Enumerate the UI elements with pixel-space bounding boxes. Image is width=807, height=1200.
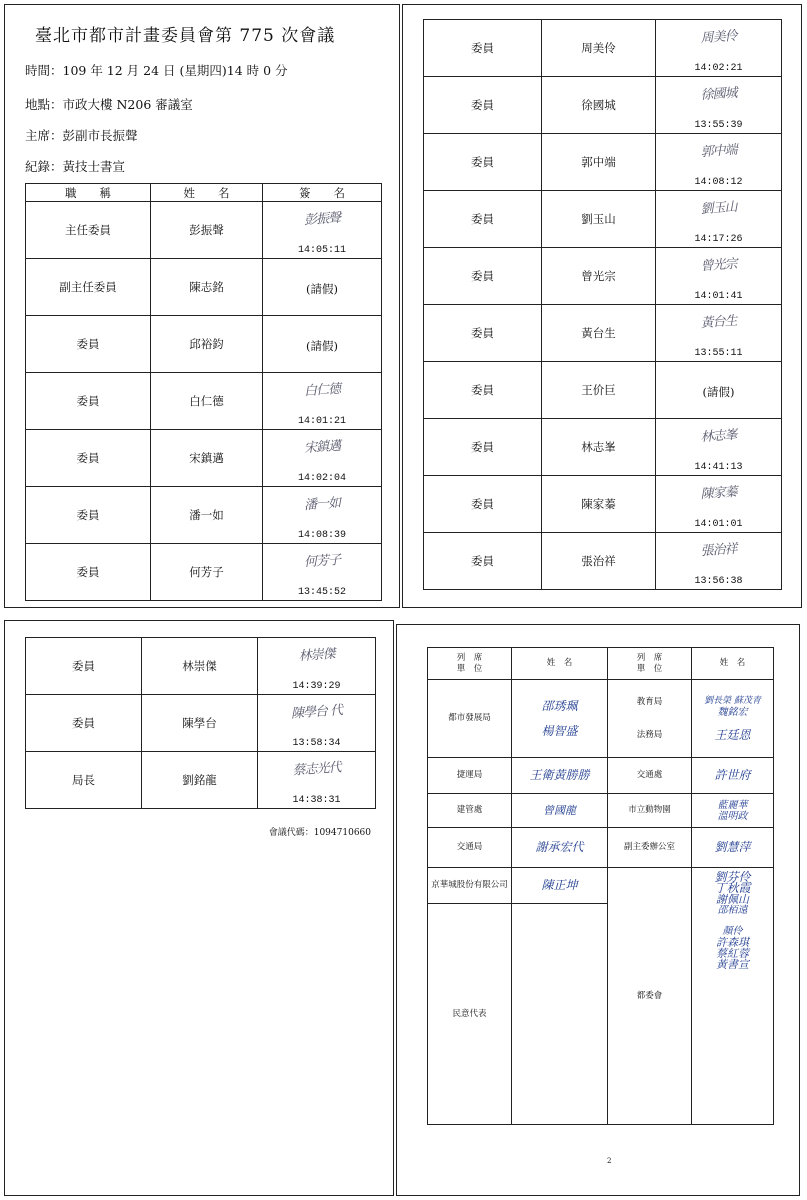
sign-in-time: 14:38:31 [292, 794, 341, 806]
sign-in-time: 13:58:34 [292, 737, 341, 749]
signature-cell [258, 752, 376, 809]
sign-in-time: 14:08:12 [694, 176, 743, 188]
handwritten-signature: 蔡志光代 [292, 759, 342, 779]
attendance-row [26, 259, 382, 316]
leave-note: (請假) [306, 281, 338, 296]
unit-cell: 教育局 法務局 [608, 680, 692, 758]
position-title: 委員 [26, 638, 142, 695]
sign-in-sheet-page-2 [402, 4, 802, 608]
unit-cell: 民意代表 [428, 904, 512, 1125]
signature-cell [263, 430, 382, 487]
sign-in-time: 13:55:39 [694, 119, 743, 131]
unit-cell: 交通處 [608, 758, 692, 794]
unit-cell: 京華城股份有限公司 [428, 868, 512, 904]
signature-cell [656, 134, 782, 191]
member-name: 王价巨 [542, 362, 656, 419]
position-title: 委員 [424, 533, 542, 590]
signature-cell [263, 544, 382, 601]
member-name: 陳學台 [142, 695, 258, 752]
position-title: 委員 [26, 430, 151, 487]
member-name: 徐國城 [542, 77, 656, 134]
signature-cell: 劉長榮 蘇茂青 魏銘宏 王廷恩 [692, 680, 774, 758]
position-title: 委員 [424, 248, 542, 305]
position-title: 主任委員 [26, 202, 151, 259]
unit-cell: 市立動物園 [608, 794, 692, 828]
attendance-row [26, 202, 382, 259]
attendance-row [26, 752, 376, 809]
handwritten-signature: 張治祥 [700, 541, 738, 559]
attendance-row [424, 20, 782, 77]
attendance-row [26, 316, 382, 373]
handwritten-signature: 陳學台 代 [290, 702, 343, 722]
attendance-row [26, 544, 382, 601]
attendance-row [26, 487, 382, 544]
member-name: 林崇傑 [142, 638, 258, 695]
header-name: 姓 名 [151, 184, 263, 202]
attendance-row [424, 248, 782, 305]
sign-in-sheet-page-3 [4, 620, 394, 1196]
meeting-chair: 主席：彭副市長振聲 [25, 128, 138, 143]
signature-cell: 陳正坤 [512, 868, 608, 904]
signature-cell [258, 638, 376, 695]
signature-cell [656, 20, 782, 77]
position-title: 委員 [26, 695, 142, 752]
attendance-row [424, 191, 782, 248]
signature-cell: 曾國龍 [512, 794, 608, 828]
handwritten-signature: 白仁德 [303, 381, 341, 399]
handwritten-signature: 宋鎮邁 [303, 438, 341, 456]
signature-cell [512, 904, 608, 1125]
attendance-row [26, 638, 376, 695]
signature-cell [656, 305, 782, 362]
unit-cell: 捷運局 [428, 758, 512, 794]
signature-cell: 謝承宏代 [512, 828, 608, 868]
sign-in-time: 14:41:13 [694, 461, 743, 473]
member-name: 周美伶 [542, 20, 656, 77]
member-name: 張治祥 [542, 533, 656, 590]
header-sign: 簽 名 [263, 184, 382, 202]
member-name: 郭中端 [542, 134, 656, 191]
meeting-title: 臺北市都市計畫委員會第 775 次會議 [35, 26, 336, 46]
member-name: 劉玉山 [542, 191, 656, 248]
member-name: 潘一如 [151, 487, 263, 544]
signature-cell [656, 191, 782, 248]
header-title: 職 稱 [26, 184, 151, 202]
sign-in-time: 14:17:26 [694, 233, 743, 245]
member-name: 陳家蓁 [542, 476, 656, 533]
member-name: 陳志銘 [151, 259, 263, 316]
sign-in-time: 14:05:11 [297, 244, 346, 256]
member-name: 邱裕鈞 [151, 316, 263, 373]
leave-note: (請假) [702, 384, 735, 399]
sign-in-sheet-page-1 [4, 4, 400, 608]
member-name: 曾光宗 [542, 248, 656, 305]
sign-in-time: 13:45:52 [297, 586, 346, 598]
handwritten-signature: 劉玉山 [700, 199, 738, 217]
handwritten-signature: 潘一如 [303, 495, 341, 513]
member-name: 宋鎮邁 [151, 430, 263, 487]
signature-cell [263, 487, 382, 544]
attendee-sheet-page [396, 624, 800, 1196]
sign-in-time: 14:01:21 [297, 415, 346, 427]
signature-cell: 劉慧萍 [692, 828, 774, 868]
sign-in-time: 14:08:39 [297, 529, 346, 541]
position-title: 委員 [424, 362, 542, 419]
member-name: 黃台生 [542, 305, 656, 362]
signature-cell: 劉芬伶 丁秋霞 謝佩山 邵栢遠 顏伶 許森琪 蔡紅蓉 黃書宣 [692, 868, 774, 1125]
attendance-table [25, 183, 382, 601]
position-title: 委員 [424, 191, 542, 248]
attendance-row [26, 430, 382, 487]
member-name: 何芳子 [151, 544, 263, 601]
position-title: 委員 [424, 134, 542, 191]
meeting-recorder: 紀錄：黃技士書宣 [25, 159, 126, 174]
signature-cell [656, 533, 782, 590]
header-unit-right: 列 席 單 位 [608, 648, 692, 680]
signature-cell: 藍麗華 溫明政 [692, 794, 774, 828]
position-title: 副主任委員 [26, 259, 151, 316]
signature-cell [263, 373, 382, 430]
signature-cell: 王衛黃勝勝 [512, 758, 608, 794]
attendance-row [424, 77, 782, 134]
signature-cell: 邵琇珮 楊智盛 [512, 680, 608, 758]
sign-in-time: 13:55:11 [694, 347, 743, 359]
signature-cell [656, 476, 782, 533]
handwritten-signature: 何芳子 [303, 552, 341, 570]
signature-cell [656, 362, 782, 419]
position-title: 委員 [424, 20, 542, 77]
attendance-row [26, 695, 376, 752]
header-name-left: 姓 名 [512, 648, 608, 680]
handwritten-signature: 林志峯 [700, 427, 738, 445]
handwritten-signature: 郭中端 [700, 142, 738, 160]
signature-cell [656, 77, 782, 134]
signature-cell [656, 419, 782, 476]
position-title: 委員 [26, 544, 151, 601]
handwritten-signature: 黃台生 [700, 313, 738, 331]
signature-cell [263, 259, 382, 316]
meeting-time: 時間：109 年 12 月 24 日 (星期四)14 時 0 分 [25, 63, 288, 78]
member-name: 林志峯 [542, 419, 656, 476]
member-name: 白仁德 [151, 373, 263, 430]
unit-cell: 副主委辦公室 [608, 828, 692, 868]
unit-cell: 交通局 [428, 828, 512, 868]
signature-cell [258, 695, 376, 752]
member-name: 劉銘龍 [142, 752, 258, 809]
handwritten-signature: 林崇傑 [298, 646, 336, 664]
sign-in-time: 14:02:04 [297, 472, 346, 484]
attendance-row [26, 373, 382, 430]
handwritten-signature: 彭振聲 [303, 210, 341, 228]
attendance-table [423, 19, 782, 590]
sign-in-time: 14:01:01 [694, 518, 743, 530]
unit-cell: 建管處 [428, 794, 512, 828]
position-title: 委員 [424, 476, 542, 533]
signature-cell: 許世府 [692, 758, 774, 794]
attendance-row [424, 305, 782, 362]
sign-in-time: 13:56:38 [694, 575, 743, 587]
meeting-location: 地點：市政大樓 N206 審議室 [25, 97, 193, 112]
position-title: 委員 [26, 373, 151, 430]
position-title: 委員 [26, 316, 151, 373]
attendance-row [424, 476, 782, 533]
header-name-right: 姓 名 [692, 648, 774, 680]
signature-cell [263, 316, 382, 373]
position-title: 委員 [424, 419, 542, 476]
attendance-row [424, 134, 782, 191]
attendance-row [424, 362, 782, 419]
unit-cell: 都委會 [608, 868, 692, 1125]
unit-cell: 都市發展局 [428, 680, 512, 758]
sign-in-time: 14:01:41 [694, 290, 743, 302]
position-title: 局長 [26, 752, 142, 809]
attendance-row [424, 419, 782, 476]
attendance-row [424, 533, 782, 590]
leave-note: (請假) [306, 338, 338, 353]
attendee-table [427, 647, 774, 1125]
member-name: 彭振聲 [151, 202, 263, 259]
handwritten-signature: 周美伶 [700, 28, 738, 46]
header-unit-left: 列 席 單 位 [428, 648, 512, 680]
position-title: 委員 [424, 77, 542, 134]
sign-in-time: 14:39:29 [292, 680, 341, 692]
handwritten-signature: 徐國城 [700, 85, 738, 103]
sign-in-time: 14:02:21 [694, 62, 743, 74]
page-number: 2 [607, 1157, 612, 1165]
position-title: 委員 [26, 487, 151, 544]
position-title: 委員 [424, 305, 542, 362]
meeting-code: 會議代碼：1094710660 [268, 828, 371, 838]
handwritten-signature: 陳家蓁 [700, 484, 738, 502]
signature-cell [263, 202, 382, 259]
attendance-table [25, 637, 376, 809]
handwritten-signature: 曾光宗 [700, 256, 738, 274]
signature-cell [656, 248, 782, 305]
